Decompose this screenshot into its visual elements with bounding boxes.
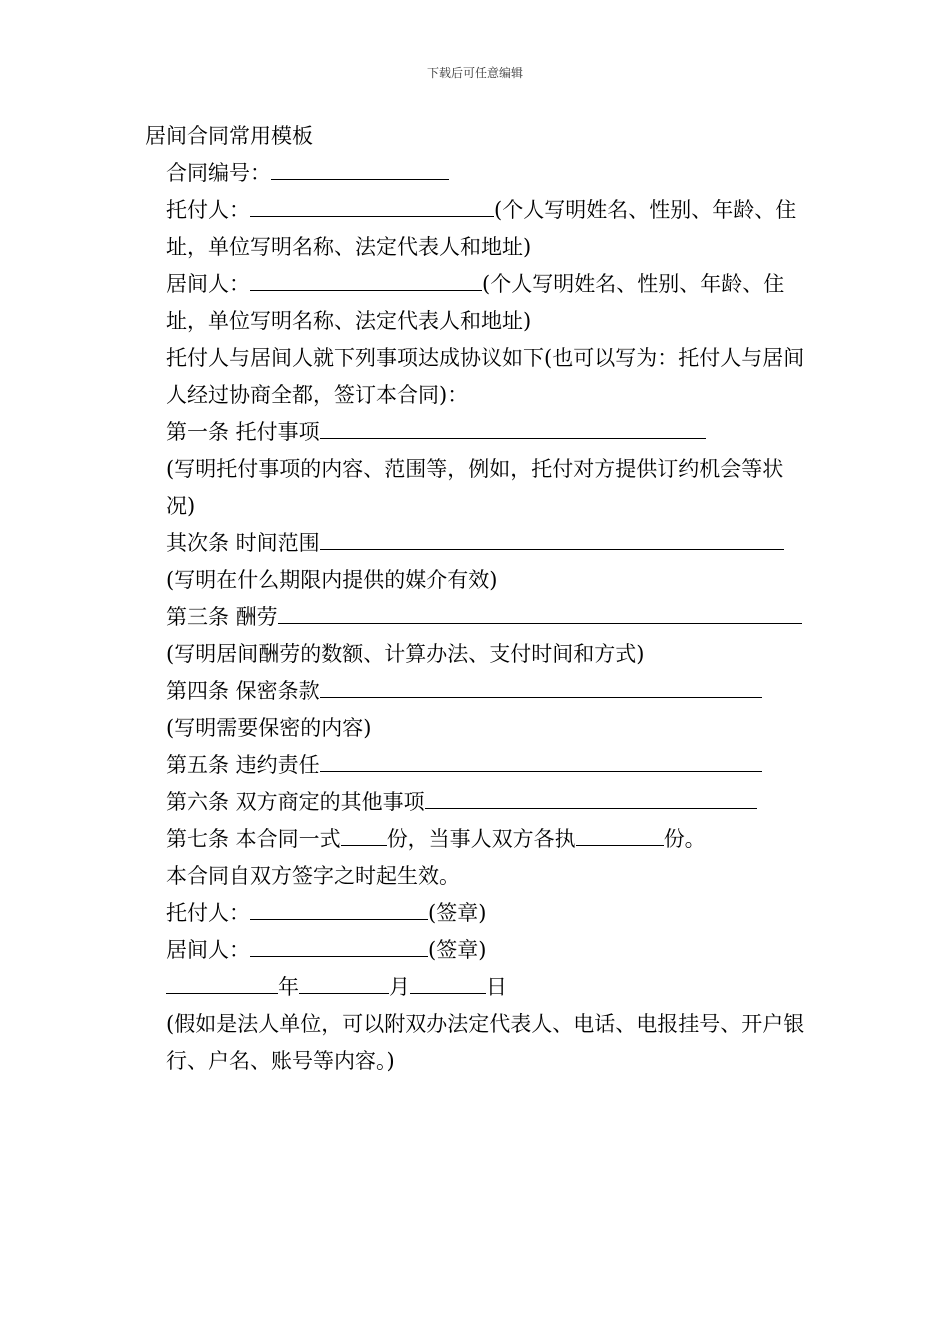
contract-number-blank[interactable] — [271, 157, 449, 180]
client-blank[interactable] — [250, 194, 494, 217]
article-1-note: (写明托付事项的内容、范围等，例如，托付对方提供订约机会等状况) — [166, 457, 784, 518]
month-label: 月 — [389, 975, 410, 999]
year-label: 年 — [278, 975, 299, 999]
broker-signature-label: 居间人： — [166, 938, 250, 962]
article-1-label: 第一条 托付事项 — [166, 420, 320, 444]
article-3-label: 第三条 酬劳 — [166, 605, 278, 629]
article-7-text-c: 份。 — [663, 827, 706, 851]
article-7 — [145, 821, 810, 858]
client-signature-label: 托付人： — [166, 901, 250, 925]
contract-number-line — [145, 155, 810, 192]
month-blank[interactable] — [299, 971, 389, 994]
article-7-text-b: 份，当事人双方各执 — [386, 827, 576, 851]
article-4 — [145, 673, 810, 710]
broker-signature-line — [145, 932, 810, 969]
article-4-label: 第四条 保密条款 — [166, 679, 320, 703]
intro-paragraph: 托付人与居间人就下列事项达成协议如下(也可以写为：托付人与居间人经过协商全都，签订本合同)： — [166, 346, 805, 407]
footer-note: (假如是法人单位，可以附双办法定代表人、电话、电报挂号、开户银行、户名、账号等内容。) — [166, 1012, 805, 1073]
client-signature-blank[interactable] — [250, 897, 428, 920]
article-3 — [145, 599, 810, 636]
article-2-note: (写明在什么期限内提供的媒介有效) — [166, 568, 498, 592]
article-2 — [145, 525, 810, 562]
article-4-note: (写明需要保密的内容) — [166, 716, 372, 740]
document-title: 居间合同常用模板 — [145, 124, 313, 148]
article-1 — [145, 414, 810, 451]
article-2-label: 其次条 时间范围 — [166, 531, 320, 555]
page-header: 下载后可任意编辑 — [426, 66, 523, 80]
article-4-blank[interactable] — [320, 675, 762, 698]
article-7-text-a: 第七条 本合同一式 — [166, 827, 341, 851]
day-label: 日 — [486, 975, 507, 999]
copies-total-blank[interactable] — [341, 823, 387, 846]
article-3-note: (写明居间酬劳的数额、计算办法、支付时间和方式) — [166, 642, 645, 666]
broker-seal-label: (签章) — [428, 938, 487, 962]
article-5-blank[interactable] — [320, 749, 762, 772]
client-note: (个人写明姓名、性别、年龄、住址，单位写明名称、法定代表人和地址) — [166, 198, 797, 259]
broker-note: (个人写明姓名、性别、年龄、住址，单位写明名称、法定代表人和地址) — [166, 272, 785, 333]
contract-document — [145, 118, 810, 1080]
article-5-label: 第五条 违约责任 — [166, 753, 320, 777]
contract-number-label: 合同编号： — [166, 161, 271, 185]
client-label: 托付人： — [166, 198, 250, 222]
article-5 — [145, 747, 810, 784]
broker-blank[interactable] — [250, 268, 482, 291]
day-blank[interactable] — [410, 971, 486, 994]
article-6 — [145, 784, 810, 821]
article-6-blank[interactable] — [425, 786, 757, 809]
broker-party-line — [145, 266, 810, 340]
client-party-line — [145, 192, 810, 266]
article-6-label: 第六条 双方商定的其他事项 — [166, 790, 425, 814]
client-signature-line — [145, 895, 810, 932]
copies-each-blank[interactable] — [576, 823, 664, 846]
effective-clause: 本合同自双方签字之时起生效。 — [166, 864, 460, 888]
date-line — [145, 969, 810, 1006]
broker-label: 居间人： — [166, 272, 250, 296]
broker-signature-blank[interactable] — [250, 934, 428, 957]
year-blank[interactable] — [166, 971, 278, 994]
client-seal-label: (签章) — [428, 901, 487, 925]
article-3-blank[interactable] — [278, 601, 802, 624]
article-2-blank[interactable] — [320, 527, 784, 550]
article-1-blank[interactable] — [320, 416, 706, 439]
